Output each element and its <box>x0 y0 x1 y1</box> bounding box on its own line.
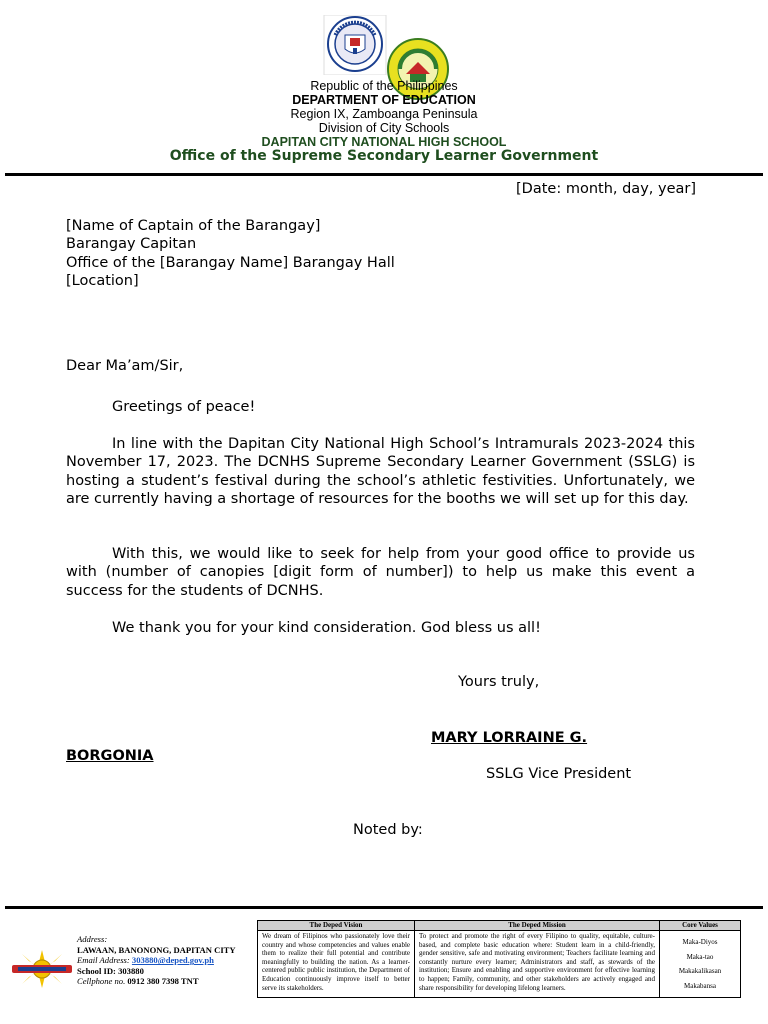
footer-divider <box>5 906 763 909</box>
cellphone-label: Cellphone no. <box>77 976 126 987</box>
recipient-line: [Location] <box>66 272 139 289</box>
greeting: Greetings of peace! <box>112 399 256 415</box>
header-region: Region IX, Zamboanga Peninsula <box>290 107 478 121</box>
recipient-block <box>66 217 395 290</box>
paragraph-text: With this, we would like to seek for help from your good office to provide us with (number of canopies [digit form of number]) to help us make this event a success for the students of DCNHS. <box>66 546 695 599</box>
address-value: LAWAAN, BANONONG, DAPITAN CITY <box>77 944 236 955</box>
core-value: Makabansa <box>684 981 716 990</box>
email-link[interactable]: 303880@deped.gov.ph <box>131 955 214 966</box>
mission-text: To protect and promote the right of every Filipino to quality, equitable, culture-based, and complete basic education where: Student learn in a child-friendly, gender sensitive, safe and motivating environment; Teachers facilitate learning and constantly nurture every learner; Administrators and staff, as stewards of the institution; Ensure and enabling and supportive environment for effective learning to happen; Family, community, and other stakeholders are actively engaged and share responsibility for developing lifelong learners. <box>415 931 660 998</box>
vision-mission-table <box>257 920 741 998</box>
core-values-cell <box>660 931 741 998</box>
cellphone-value: 0912 380 7398 TNT <box>127 976 199 987</box>
header-office: Office of the Supreme Secondary Learner Government <box>169 148 599 164</box>
salutation: Dear Ma’am/Sir, <box>66 358 184 374</box>
core-value: Maka-Diyos <box>682 938 718 946</box>
header-department: DEPARTMENT OF EDUCATION <box>292 93 476 107</box>
paragraph-request <box>66 545 695 600</box>
noted-by-label: Noted by: <box>353 822 423 838</box>
signatory-name: MARY LORRAINE G. <box>431 730 588 746</box>
letter-date: [Date: month, day, year] <box>516 181 696 197</box>
cellphone-line <box>77 976 236 987</box>
header-divider <box>5 173 763 176</box>
vision-header: The Deped Vision <box>258 921 415 931</box>
header-school-name: DAPITAN CITY NATIONAL HIGH SCHOOL <box>261 135 507 149</box>
school-id-value: 303880 <box>118 965 144 976</box>
signatory-surname: BORGONIA <box>66 748 154 764</box>
recipient-line: Barangay Capitan <box>66 236 197 253</box>
header-division: Division of City Schools <box>318 121 450 135</box>
paragraph-text: In line with the Dapitan City National High School’s Intramurals 2023-2024 this November 17, 2023. The DCNHS Supreme Secondary Learner Government (SSLG) is hosting a student’s festival during the school’s athletic festivities. Unfortunately, we are currently having a shortage of resources for the booths we will set up for this day. <box>66 436 695 507</box>
deped-seal-logo <box>323 15 387 75</box>
closing: Yours truly, <box>458 674 540 690</box>
email-line <box>77 955 236 966</box>
paragraph-intramurals <box>66 435 695 508</box>
mission-header: The Deped Mission <box>415 921 660 931</box>
vision-text: We dream of Filipinos who passionately love their country and whose competencies and values enable them to realize their full potential and contribute meaningfully to building the nation. As a learner-centered public public institution, the Department of Education continuously improve itself to better serve its stakeholders. <box>258 931 415 998</box>
header-republic: Republic of the Philippines <box>310 79 458 93</box>
address-label: Address: <box>77 934 108 944</box>
recipient-line: Office of the [Barangay Name] Barangay Hall <box>66 254 395 271</box>
recipient-line: [Name of Captain of the Barangay] <box>66 218 321 234</box>
core-values-header: Core Values <box>660 921 741 931</box>
core-value: Maka-tao <box>686 952 714 961</box>
email-label: Email Address: <box>77 955 130 966</box>
paragraph-thanks: We thank you for your kind consideration. God bless us all! <box>112 620 541 636</box>
school-id-label: School ID: <box>77 965 116 976</box>
signatory-position: SSLG Vice President <box>486 766 632 782</box>
footer-contact-block <box>77 934 236 987</box>
footer-school-emblem-logo <box>10 948 74 990</box>
core-value: Makakalikasan <box>678 967 722 976</box>
school-id-line <box>77 966 236 977</box>
